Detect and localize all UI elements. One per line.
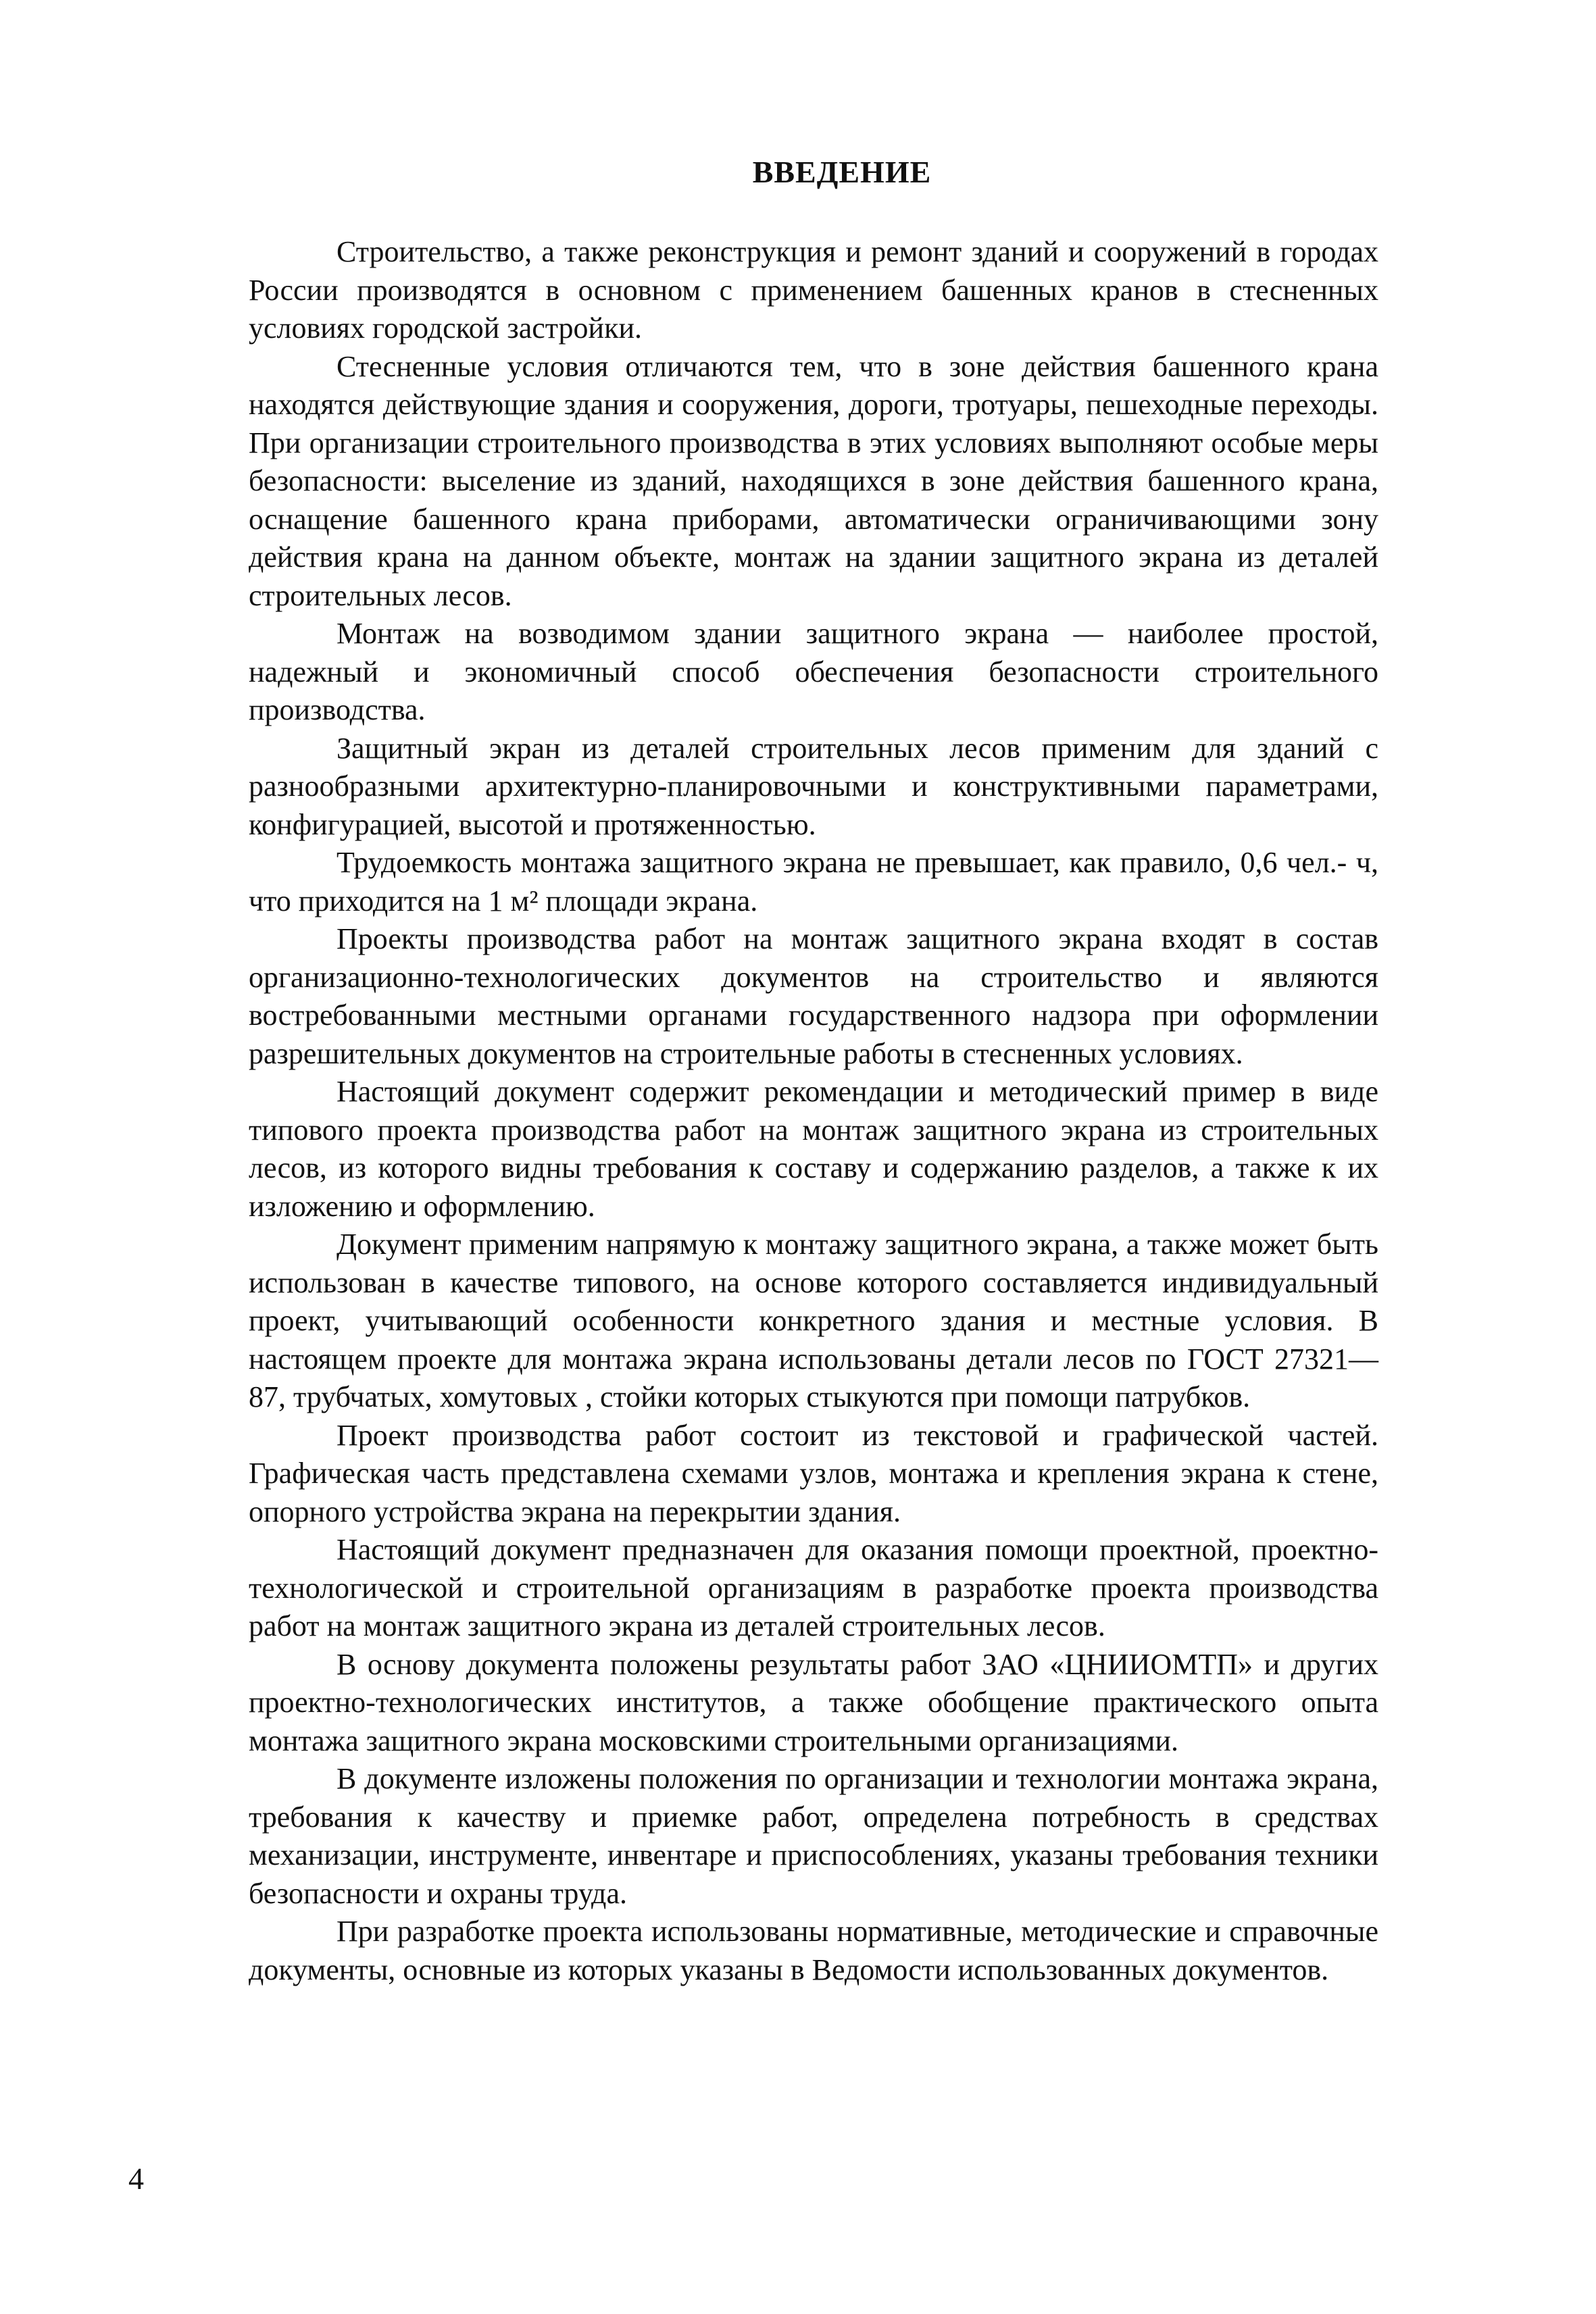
paragraph: Строительство, а также реконструкция и ремонт зданий и сооружений в городах России производятся в основном с применением башенных кранов в стесненных условиях городской застройки. [249,235,1378,345]
paragraph: Трудоемкость монтажа защитного экрана не превышает, как правило, 0,6 чел.- ч, что приходится на 1 м² площади экрана. [249,846,1378,917]
paragraph: В документе изложены положения по организации и технологии монтажа экрана, требования к качеству и приемке работ, определена потребность в средствах механизации, инструменте, инвентаре и приспособлениях, указаны требования техники безопасности и охраны труда. [249,1762,1378,1910]
paragraph: Стесненные условия отличаются тем, что в зоне действия башенного крана находятся действующие здания и сооружения, дороги, тротуары, пешеходные переходы. При организации строительного производства в этих условиях выполняют особые меры безопасности: выселение из зданий, находящихся в зоне действия башенного крана, оснащение башенного крана приборами, автоматически ограничивающими зону действия крана на данном объекте, монтаж на здании защитного экрана из деталей строительных лесов. [249,349,1378,612]
paragraph: При разработке проекта использованы нормативные, методические и справочные документы, основные из которых указаны в Ведомости использованных документов. [249,1915,1378,1986]
paragraph: Проект производства работ состоит из текстовой и графической частей. Графическая часть представлена схемами узлов, монтажа и крепления экрана к стене, опорного устройства экрана на перекрытии здания. [249,1418,1378,1528]
paragraph: Защитный экран из деталей строительных лесов применим для зданий с разнообразными архитектурно-планировочными и конструктивными параметрами, конфигурацией, высотой и протяженностью. [249,731,1378,841]
paragraph: Монтаж на возводимом здании защитного экрана — наиболее простой, надежный и экономичный способ обеспечения безопасности строительного производства. [249,617,1378,726]
paragraph: Настоящий документ предназначен для оказания помощи проектной, проектно-технологической и строительной организациям в разработке проекта производства работ на монтаж защитного экрана из деталей строительных лесов. [249,1533,1378,1642]
paragraph: Документ применим напрямую к монтажу защитного экрана, а также может быть использован в качестве типового, на основе которого составляется индивидуальный проект, учитывающий особенности конкретного здания и местные условия. В настоящем проекте для монтажа экрана использованы детали лесов по ГОСТ 27321—87, трубчатых, хомутовых , стойки которых стыкуются при помощи патрубков. [249,1228,1378,1413]
page-title: ВВЕДЕНИЕ [752,155,932,189]
paragraph: Проекты производства работ на монтаж защитного экрана входят в состав организационно-технологических документов на строительство и являются востребованными местными органами государственного надзора при оформлении разрешительных документов на строительные работы в стесненных условиях. [249,922,1378,1070]
paragraph: В основу документа положены результаты работ ЗАО «ЦНИИОМТП» и других проектно-технологических институтов, а также обобщение практического опыта монтажа защитного экрана московскими строительными организациями. [249,1647,1378,1757]
body-text [249,233,1378,1989]
paragraph: Настоящий документ содержит рекомендации и методический пример в виде типового проекта производства работ на монтаж защитного экрана из строительных лесов, из которого видны требования к составу и содержанию разделов, а также к их изложению и оформлению. [249,1075,1378,1223]
page-number: 4 [128,2161,144,2196]
